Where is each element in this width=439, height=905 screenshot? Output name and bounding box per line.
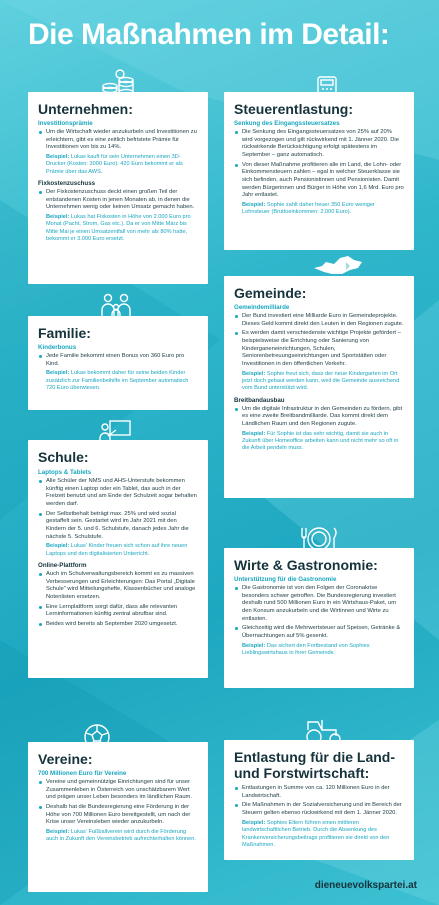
card-schule: [28, 440, 208, 678]
card-steuerentlastung: [224, 92, 414, 250]
list-item: Die Gastronomie ist von den Folgen der Coronakrise besonders schwer getroffen. Die Bundesregierung investiert deshalb rund 500 Millionen Euro in ein Wirtshaus-Paket, um den Konsum anzukurbeln und die Wirtinnen und Wirte zu entlasten.: [234, 585, 404, 623]
example-text: Beispiel: Sophies Eltern führen einen mittleren landwirtschaftlichen Betrieb. Durch die Absenkung des Krankenversicherungsbeitrags profitieren sie direkt von den Maßnahmen.: [242, 819, 390, 848]
card-unternehmen: [28, 92, 208, 284]
subheading: 700 Millionen Euro für Vereine: [38, 770, 127, 778]
list-item: Der Fixkostenzuschuss deckt einen großen Teil der entstandenen Kosten in jenen Monaten ab, in denen die Unternehmen wenig oder keinen Umsatz gemacht haben.: [38, 189, 198, 212]
card-title: Entlastung für die Land- und Forstwirtschaft:: [234, 749, 395, 782]
subheading: Online-Plattform: [38, 561, 87, 569]
list-item: Entlastungen in Summe von ca. 120 Millionen Euro in der Landwirtschaft.: [234, 785, 404, 800]
list-item: Jede Familie bekommt einen Bonus von 360 Euro pro Kind.: [38, 353, 198, 368]
list-item: Die Senkung des Eingangssteuersatzes von 25% auf 20% wird vorgezogen und gilt rückwirkend mit 1. Jänner 2020. Die rückwirkende Berücksichtigung erfolgt spätestens im September – ganz automatisch.: [234, 129, 404, 160]
example-text: Beispiel: Sophie zahlt daher heuer 350 Euro weniger Lohnsteuer (Bruttoeinkommen: 2.000 Euro).: [242, 201, 375, 216]
list-item: Die Maßnahmen in der Sozialversicherung und im Bereich der Steuern gelten ebenso rückwirkend mit dem 1. Jänner 2020.: [234, 802, 404, 817]
list-item: Deshalb hat die Bundesregierung eine Förderung in der Höhe von 700 Millionen Euro bereitgestellt, um nach der Krise unser Vereinsleben wieder anzukurbeln.: [38, 804, 198, 827]
card-title: Steuerentlastung:: [234, 101, 354, 117]
subheading: Investitionsprämie: [38, 120, 93, 128]
list-item: Der Selbstbehalt beträgt max. 25% und wird sozial gestaffelt sein. Gestartet wird im Jahr 2021 mit den Kindern der 5. und 6. Schulstufe, danach jedes Jahr die nächste 5. Schulstufe.: [38, 511, 198, 542]
list-item: Gleichzeitig wird die Mehrwertsteuer auf Speisen, Getränke & Übernachtungen auf 5% gesenkt.: [234, 625, 404, 640]
card-title: Unternehmen:: [38, 101, 133, 117]
example-text: Beispiel: Für Sophie ist das sehr wichtig, damit sie auch in Zukunft über Homeoffice arbeiten kann und nicht mehr so oft in die Arbeit pendeln muss.: [242, 430, 399, 452]
card-title: Gemeinde:: [234, 285, 307, 301]
subheading: Laptops & Tablets: [38, 469, 92, 477]
card-title: Familie:: [38, 325, 91, 341]
subheading: Kinderbonus: [38, 344, 77, 352]
austria-map-icon: [312, 252, 364, 278]
example-text: Beispiel: Lukas kauft für sein Unternehmen einen 3D-Drucker (Kosten: 3000 Euro). 420 Euro bekommt er als Prämie über das AWS.: [46, 154, 183, 175]
card-familie: [28, 316, 208, 410]
card-title: Vereine:: [38, 751, 93, 767]
list-item: Beides wird bereits ab September 2020 umgesetzt.: [38, 621, 198, 629]
card-gemeinde: [224, 276, 414, 498]
card-land-forstwirtschaft: [224, 740, 414, 860]
list-item: Von dieser Maßnahme profitieren alle im Land, die Lohn- oder Einkommensteuern zahlen – egal in welcher Steuerklasse sie sich befinden, auch Pensionistinnen und Pensionisten. Damit werden Bürgerinnen und Bürger in Höhe von 1,6 Mrd. Euro pro Jahr entlastet.: [234, 162, 404, 200]
example-text: Beispiel: Lukas' Kinder freuen sich schon auf ihre neuen Laptops und den digitalisierten Unterricht.: [46, 543, 188, 557]
card-title: Wirte & Gastronomie:: [234, 557, 378, 573]
card-vereine: [28, 742, 208, 892]
subheading: Fixkostenzuschuss: [38, 180, 96, 188]
card-title: Schule:: [38, 449, 89, 465]
list-item: Um die digitale Infrastruktur in den Gemeinden zu fördern, gibt es eine zweite Breitbandmilliarde. Das kommt direkt dem Ländlichen Raum und den Regionen zugute.: [234, 406, 404, 429]
subheading: Breitbandausbau: [234, 396, 285, 404]
card-wirte-gastronomie: [224, 548, 414, 688]
list-item: Eine Lernplattform sorgt dafür, dass alle relevanten Lerninformationen künftig zentral abrufbar sind.: [38, 604, 198, 619]
list-item: Der Bund investiert eine Milliarde Euro in Gemeindeprojekte. Dieses Geld kommt direkt den Leuten in den Regionen zugute.: [234, 313, 404, 328]
example-text: Beispiel: Sophie freut sich, dass der neue Kindergarten im Ort jetzt doch gebaut werden kann, weil die Gemeinde ausreichend vom Bund unterstützt wird.: [242, 370, 400, 392]
example-text: Beispiel: Das sichert den Fortbestand von Sophies Lieblingswirtshaus in ihrer Gemeinde.: [242, 642, 370, 656]
list-item: Um die Wirtschaft wieder anzukurbeln und Investitionen zu erleichtern, gibt es eine zeitlich befristete Prämie für Investitionen von bis zu 14%.: [38, 129, 198, 152]
page-title: Die Maßnahmen im Detail:: [28, 18, 390, 51]
list-item: Alle Schüler der NMS und AHS-Unterstufe bekommen künftig einen Laptop oder ein Tablet, das auch in der Freizeit benutzt und am Ende der Schulzeit sogar behalten werden darf.: [38, 478, 198, 509]
list-item: Vereine und gemeinnützige Einrichtungen sind für unser Zusammenleben in Österreich von unschätzbarem Wert und prägen unser Leben besonders im ländlichen Raum.: [38, 779, 198, 802]
example-text: Beispiel: Lukas' Fußballverein wird durch die Förderung auch in Zukunft den Vereinsbetrieb aufrechterhalten können.: [46, 828, 196, 843]
example-text: Beispiel: Lukas bekommt daher für seine beiden Kinder zusätzlich zur Familienbeihilfe im September automatisch 720 Euro überwiesen.: [46, 370, 189, 392]
list-item: Es werden damit verschiedenste wichtige Projekte gefördert – beispielsweise die Errichtung oder Sanierung von Kinderganeneinrichtungen, Schulen, Seniorenbetreuungseinrichtungen und Sportstätten oder Investitionen in den öffentlichen Verkehr.: [234, 330, 404, 368]
list-item: Auch im Schulverwaltungsbereich kommt es zu massiven Verbesserungen und Erleichterungen: Das Portal „Digitale Schule" wird Mitteilungshefte, Klassenbücher und analoge Notenlisten ersetzen.: [38, 571, 198, 602]
footer-url[interactable]: dieneuevolkspartei.at: [314, 880, 417, 891]
subheading: Gemeindemilliarde: [234, 304, 290, 312]
example-text: Beispiel: Lukas hat Fixkosten in Höhe von 2.000 Euro pro Monat (Pacht, Strom, Gas etc.). Da er von Mitte März bis Mitte Mai je einen Umsatzentfall von mehr als 80% hatte, bekommt er 3.000 Euro ersetzt.: [46, 214, 191, 243]
subheading: Senkung des Eingangssteuersatzes: [234, 120, 340, 128]
subheading: Unterstützung für die Gastronomie: [234, 576, 337, 584]
